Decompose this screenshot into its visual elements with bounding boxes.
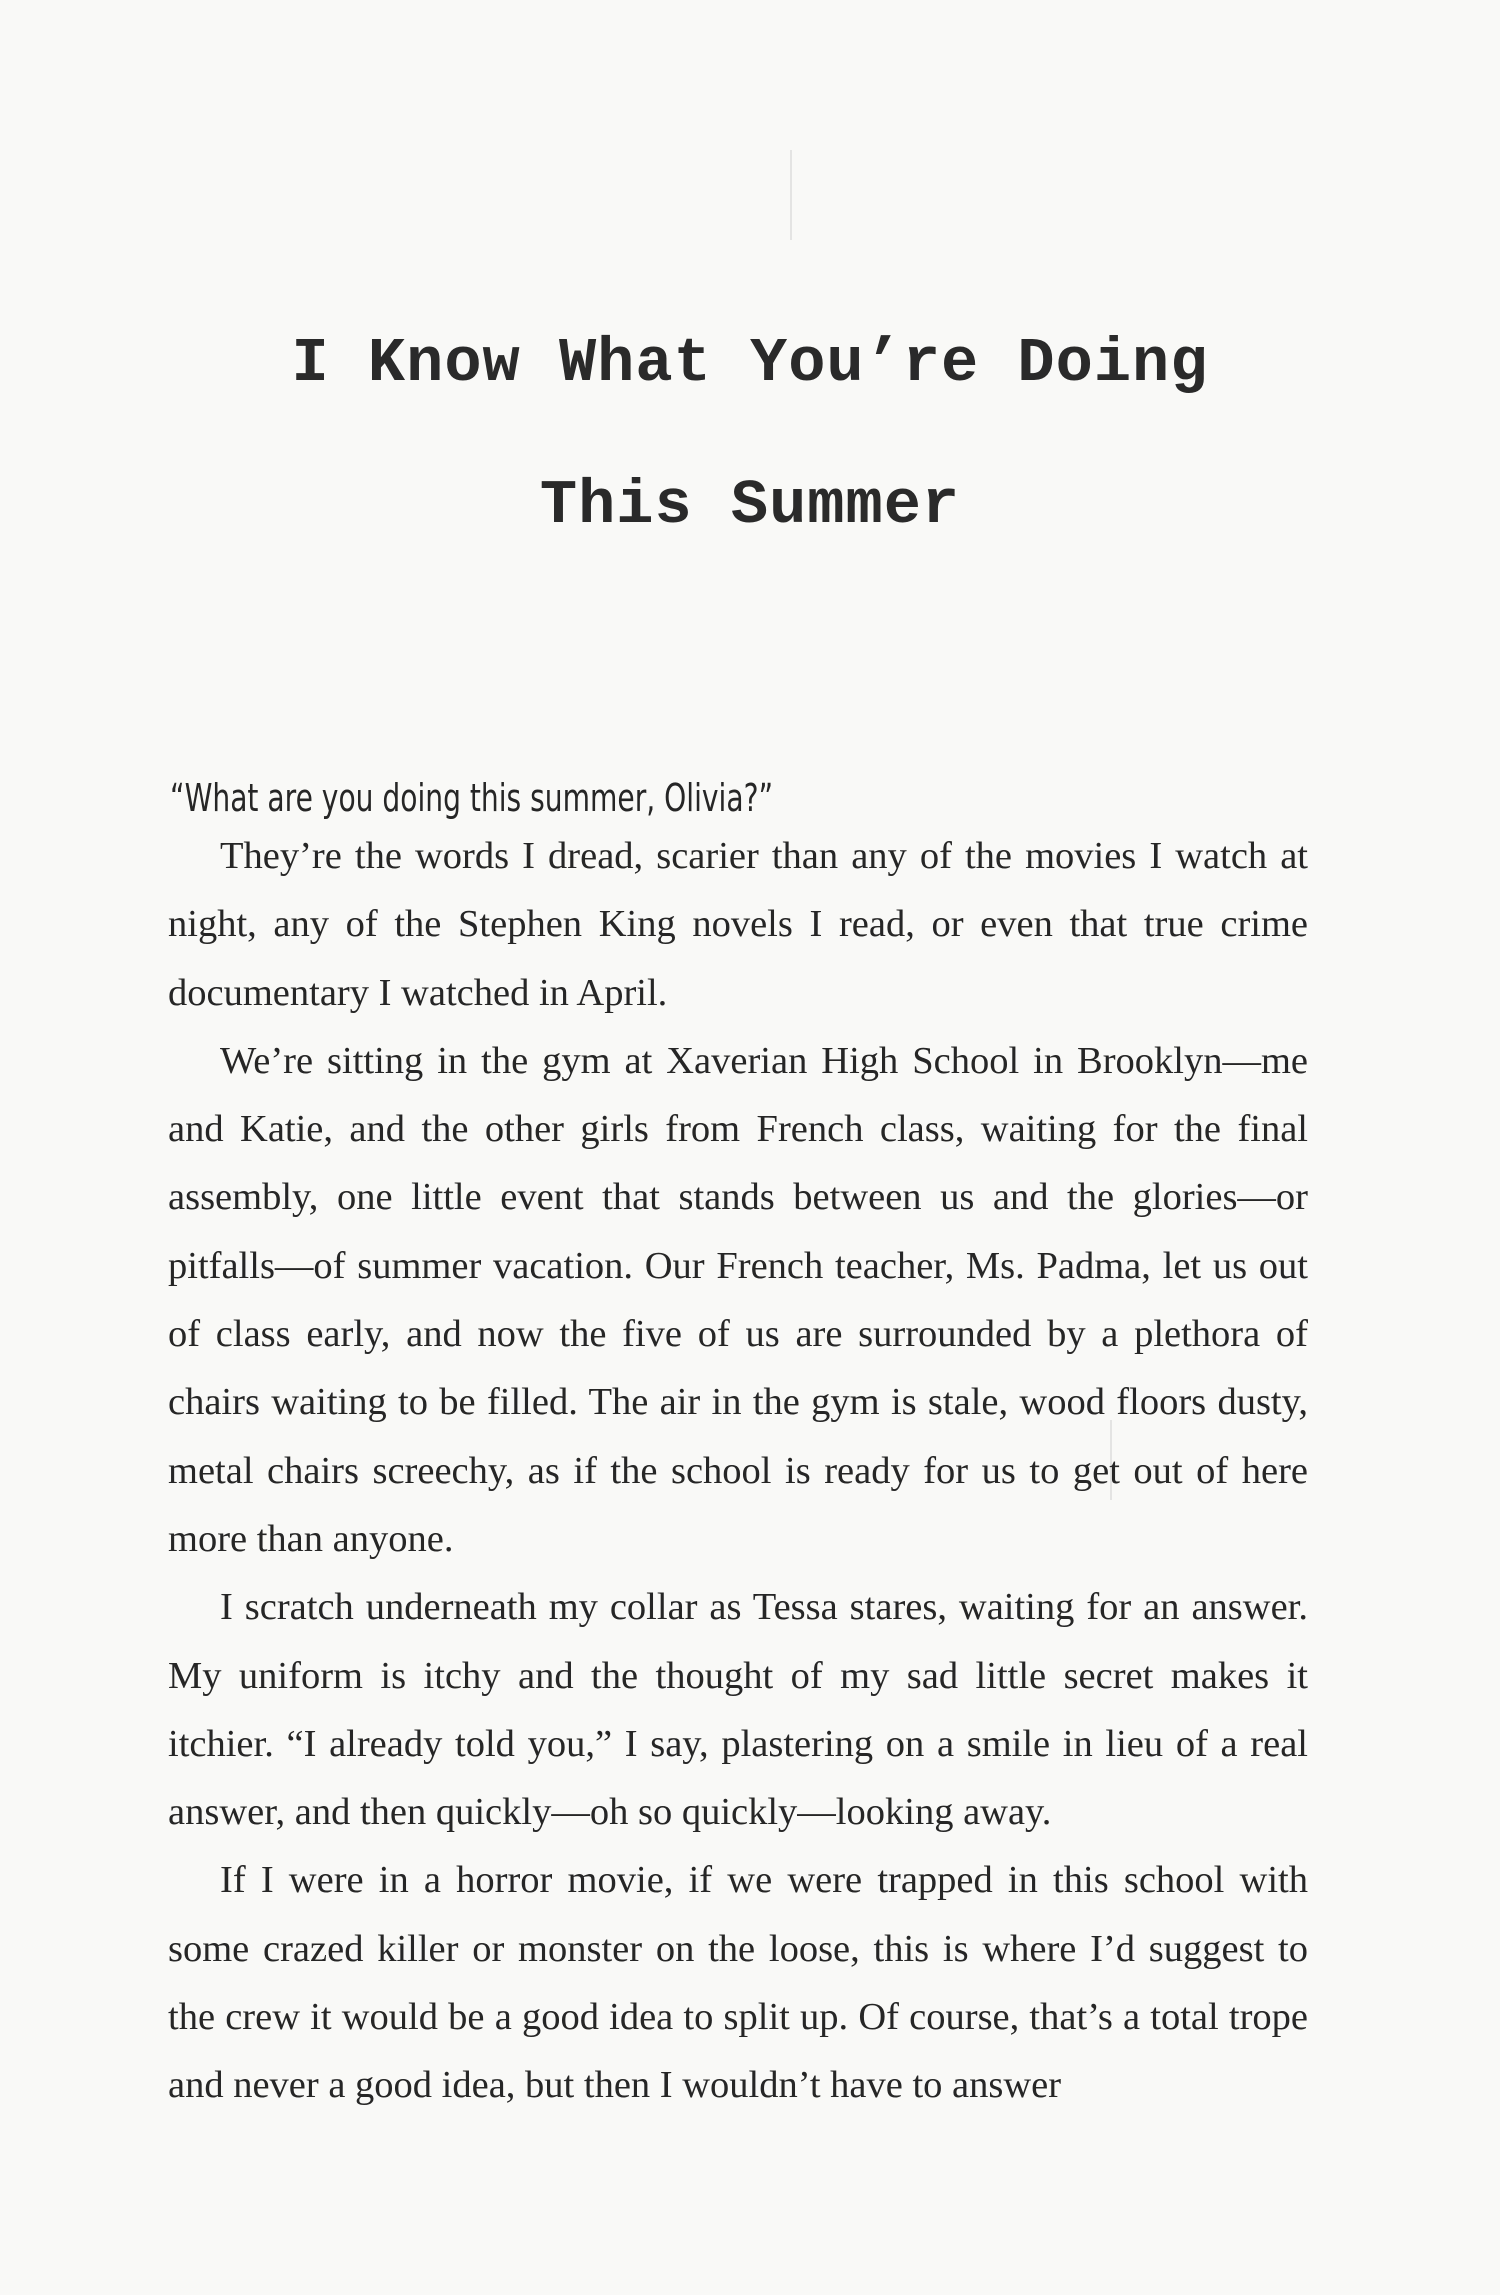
paragraph: They’re the words I dread, scarier than any of the movies I watch at night, any of the Stephen King novels I read, or even that true crime documentary I watched in April.	[168, 835, 1308, 1014]
chapter-title-line-2: This Summer	[539, 470, 961, 541]
paragraph: If I were in a horror movie, if we were trapped in this school with some crazed killer or monster on the loose, this is where I’d suggest to the crew it would be a good idea to split up. Of course, that’s a total trope and never a good idea, but then I wouldn’t have to answer	[168, 1859, 1308, 2107]
scan-artifact-line	[790, 150, 792, 240]
chapter-title-line-1: I Know What You’re Doing	[291, 328, 1209, 399]
chapter-body	[168, 822, 1308, 2120]
opening-dialogue: “What are you doing this summer, Olivia?”	[170, 776, 774, 820]
paragraph: We’re sitting in the gym at Xaverian High School in Brooklyn—me and Katie, and the other girls from French class, waiting for the final assembly, one little event that stands between us and the glories—or pitfalls—of summer vacation. Our French teacher, Ms. Padma, let us out of class early, and now the five of us are surrounded by a plethora of chairs waiting to be filled. The air in the gym is stale, wood floors dusty, metal chairs screechy, as if the school is ready for us to get out of here more than anyone.	[168, 1039, 1308, 1560]
paragraph: I scratch underneath my collar as Tessa stares, waiting for an answer. My uniform is itchy and the thought of my sad little secret makes it itchier. “I already told you,” I say, plastering on a smile in lieu of a real answer, and then quickly—oh so quickly—looking away.	[168, 1586, 1308, 1834]
